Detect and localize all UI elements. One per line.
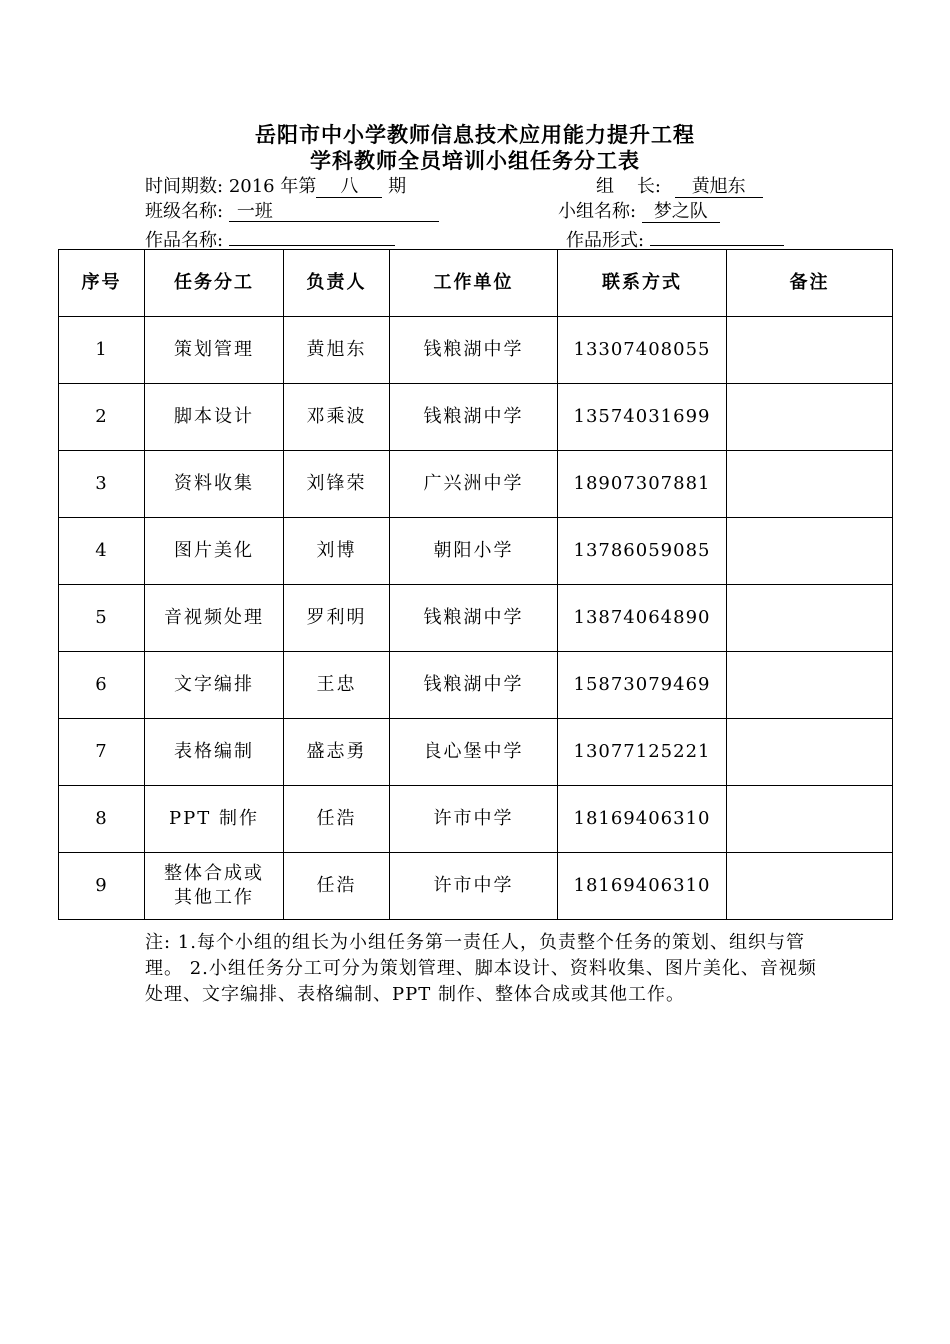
cell-task: 策划管理 — [145, 317, 284, 384]
cell-phone: 18169406310 — [558, 853, 727, 920]
work-form-value — [650, 225, 784, 246]
group-field — [558, 200, 720, 224]
work-name-label: 作品名称: — [145, 230, 224, 251]
period-year: 2016 年第 — [228, 176, 317, 197]
cell-remark — [727, 786, 893, 853]
cell-remark — [727, 719, 893, 786]
table-row — [59, 384, 893, 451]
leader-value: 黄旭东 — [675, 177, 763, 198]
cell-phone: 13874064890 — [558, 585, 727, 652]
cell-task: 图片美化 — [145, 518, 284, 585]
header-no: 序号 — [59, 250, 145, 317]
period-suffix: 期 — [388, 176, 407, 197]
cell-task: 整体合成或其他工作 — [145, 853, 284, 920]
period-label: 时间期数: — [145, 176, 224, 197]
period-value: 八 — [316, 177, 382, 198]
cell-phone: 13307408055 — [558, 317, 727, 384]
cell-person: 刘博 — [284, 518, 390, 585]
table-header-row — [59, 250, 893, 317]
group-label: 小组名称: — [558, 201, 637, 222]
leader-label: 组 长: — [596, 176, 661, 197]
cell-person: 邓乘波 — [284, 384, 390, 451]
cell-no: 5 — [59, 585, 145, 652]
class-value: 一班 — [229, 202, 439, 222]
cell-no: 3 — [59, 451, 145, 518]
cell-person: 黄旭东 — [284, 317, 390, 384]
table-row — [59, 518, 893, 585]
cell-no: 1 — [59, 317, 145, 384]
cell-phone: 13077125221 — [558, 719, 727, 786]
cell-remark — [727, 384, 893, 451]
document-subtitle: 学科教师全员培训小组任务分工表 — [310, 148, 640, 173]
cell-unit: 钱粮湖中学 — [390, 317, 558, 384]
header-task: 任务分工 — [145, 250, 284, 317]
cell-unit: 广兴洲中学 — [390, 451, 558, 518]
cell-task: 资料收集 — [145, 451, 284, 518]
cell-no: 2 — [59, 384, 145, 451]
group-value: 梦之队 — [642, 202, 720, 223]
cell-person: 刘锋荣 — [284, 451, 390, 518]
cell-remark — [727, 451, 893, 518]
cell-person: 任浩 — [284, 853, 390, 920]
table-row — [59, 451, 893, 518]
header-contact: 联系方式 — [558, 250, 727, 317]
cell-unit: 钱粮湖中学 — [390, 384, 558, 451]
cell-remark — [727, 317, 893, 384]
class-label: 班级名称: — [145, 201, 224, 222]
footnote: 注: 1.每个小组的组长为小组任务第一责任人，负责整个任务的策划、组织与管理。 2.小组任务分工可分为策划管理、脚本设计、资料收集、图片美化、音视频处理、文字编排、表格编制、PPT 制作、整体合成或其他工作。 — [145, 932, 817, 1005]
cell-unit: 许市中学 — [390, 853, 558, 920]
cell-task: 脚本设计 — [145, 384, 284, 451]
cell-remark — [727, 652, 893, 719]
cell-person: 盛志勇 — [284, 719, 390, 786]
cell-unit: 许市中学 — [390, 786, 558, 853]
cell-no: 6 — [59, 652, 145, 719]
cell-remark — [727, 853, 893, 920]
class-field — [145, 200, 439, 224]
table-row — [59, 719, 893, 786]
cell-unit: 钱粮湖中学 — [390, 652, 558, 719]
cell-phone: 18169406310 — [558, 786, 727, 853]
cell-task: PPT 制作 — [145, 786, 284, 853]
cell-remark — [727, 585, 893, 652]
cell-no: 7 — [59, 719, 145, 786]
cell-task: 表格编制 — [145, 719, 284, 786]
document-title: 岳阳市中小学教师信息技术应用能力提升工程 — [255, 122, 695, 147]
table-row — [59, 652, 893, 719]
cell-task: 文字编排 — [145, 652, 284, 719]
header-remark: 备注 — [727, 250, 893, 317]
work-name-value — [229, 225, 395, 246]
cell-no: 9 — [59, 853, 145, 920]
header-person: 负责人 — [284, 250, 390, 317]
cell-no: 8 — [59, 786, 145, 853]
period-field — [145, 175, 406, 199]
cell-unit: 钱粮湖中学 — [390, 585, 558, 652]
cell-phone: 18907307881 — [558, 451, 727, 518]
table-row — [59, 317, 893, 384]
cell-unit: 朝阳小学 — [390, 518, 558, 585]
table-row — [59, 585, 893, 652]
cell-task: 音视频处理 — [145, 585, 284, 652]
cell-person: 王忠 — [284, 652, 390, 719]
cell-phone: 15873079469 — [558, 652, 727, 719]
work-form-label: 作品形式: — [566, 230, 645, 251]
leader-field — [596, 175, 763, 199]
header-unit: 工作单位 — [390, 250, 558, 317]
cell-phone: 13574031699 — [558, 384, 727, 451]
table-row — [59, 786, 893, 853]
task-table — [58, 249, 893, 920]
cell-person: 任浩 — [284, 786, 390, 853]
table-row — [59, 853, 893, 920]
cell-remark — [727, 518, 893, 585]
cell-unit: 良心堡中学 — [390, 719, 558, 786]
cell-person: 罗利明 — [284, 585, 390, 652]
cell-no: 4 — [59, 518, 145, 585]
cell-phone: 13786059085 — [558, 518, 727, 585]
